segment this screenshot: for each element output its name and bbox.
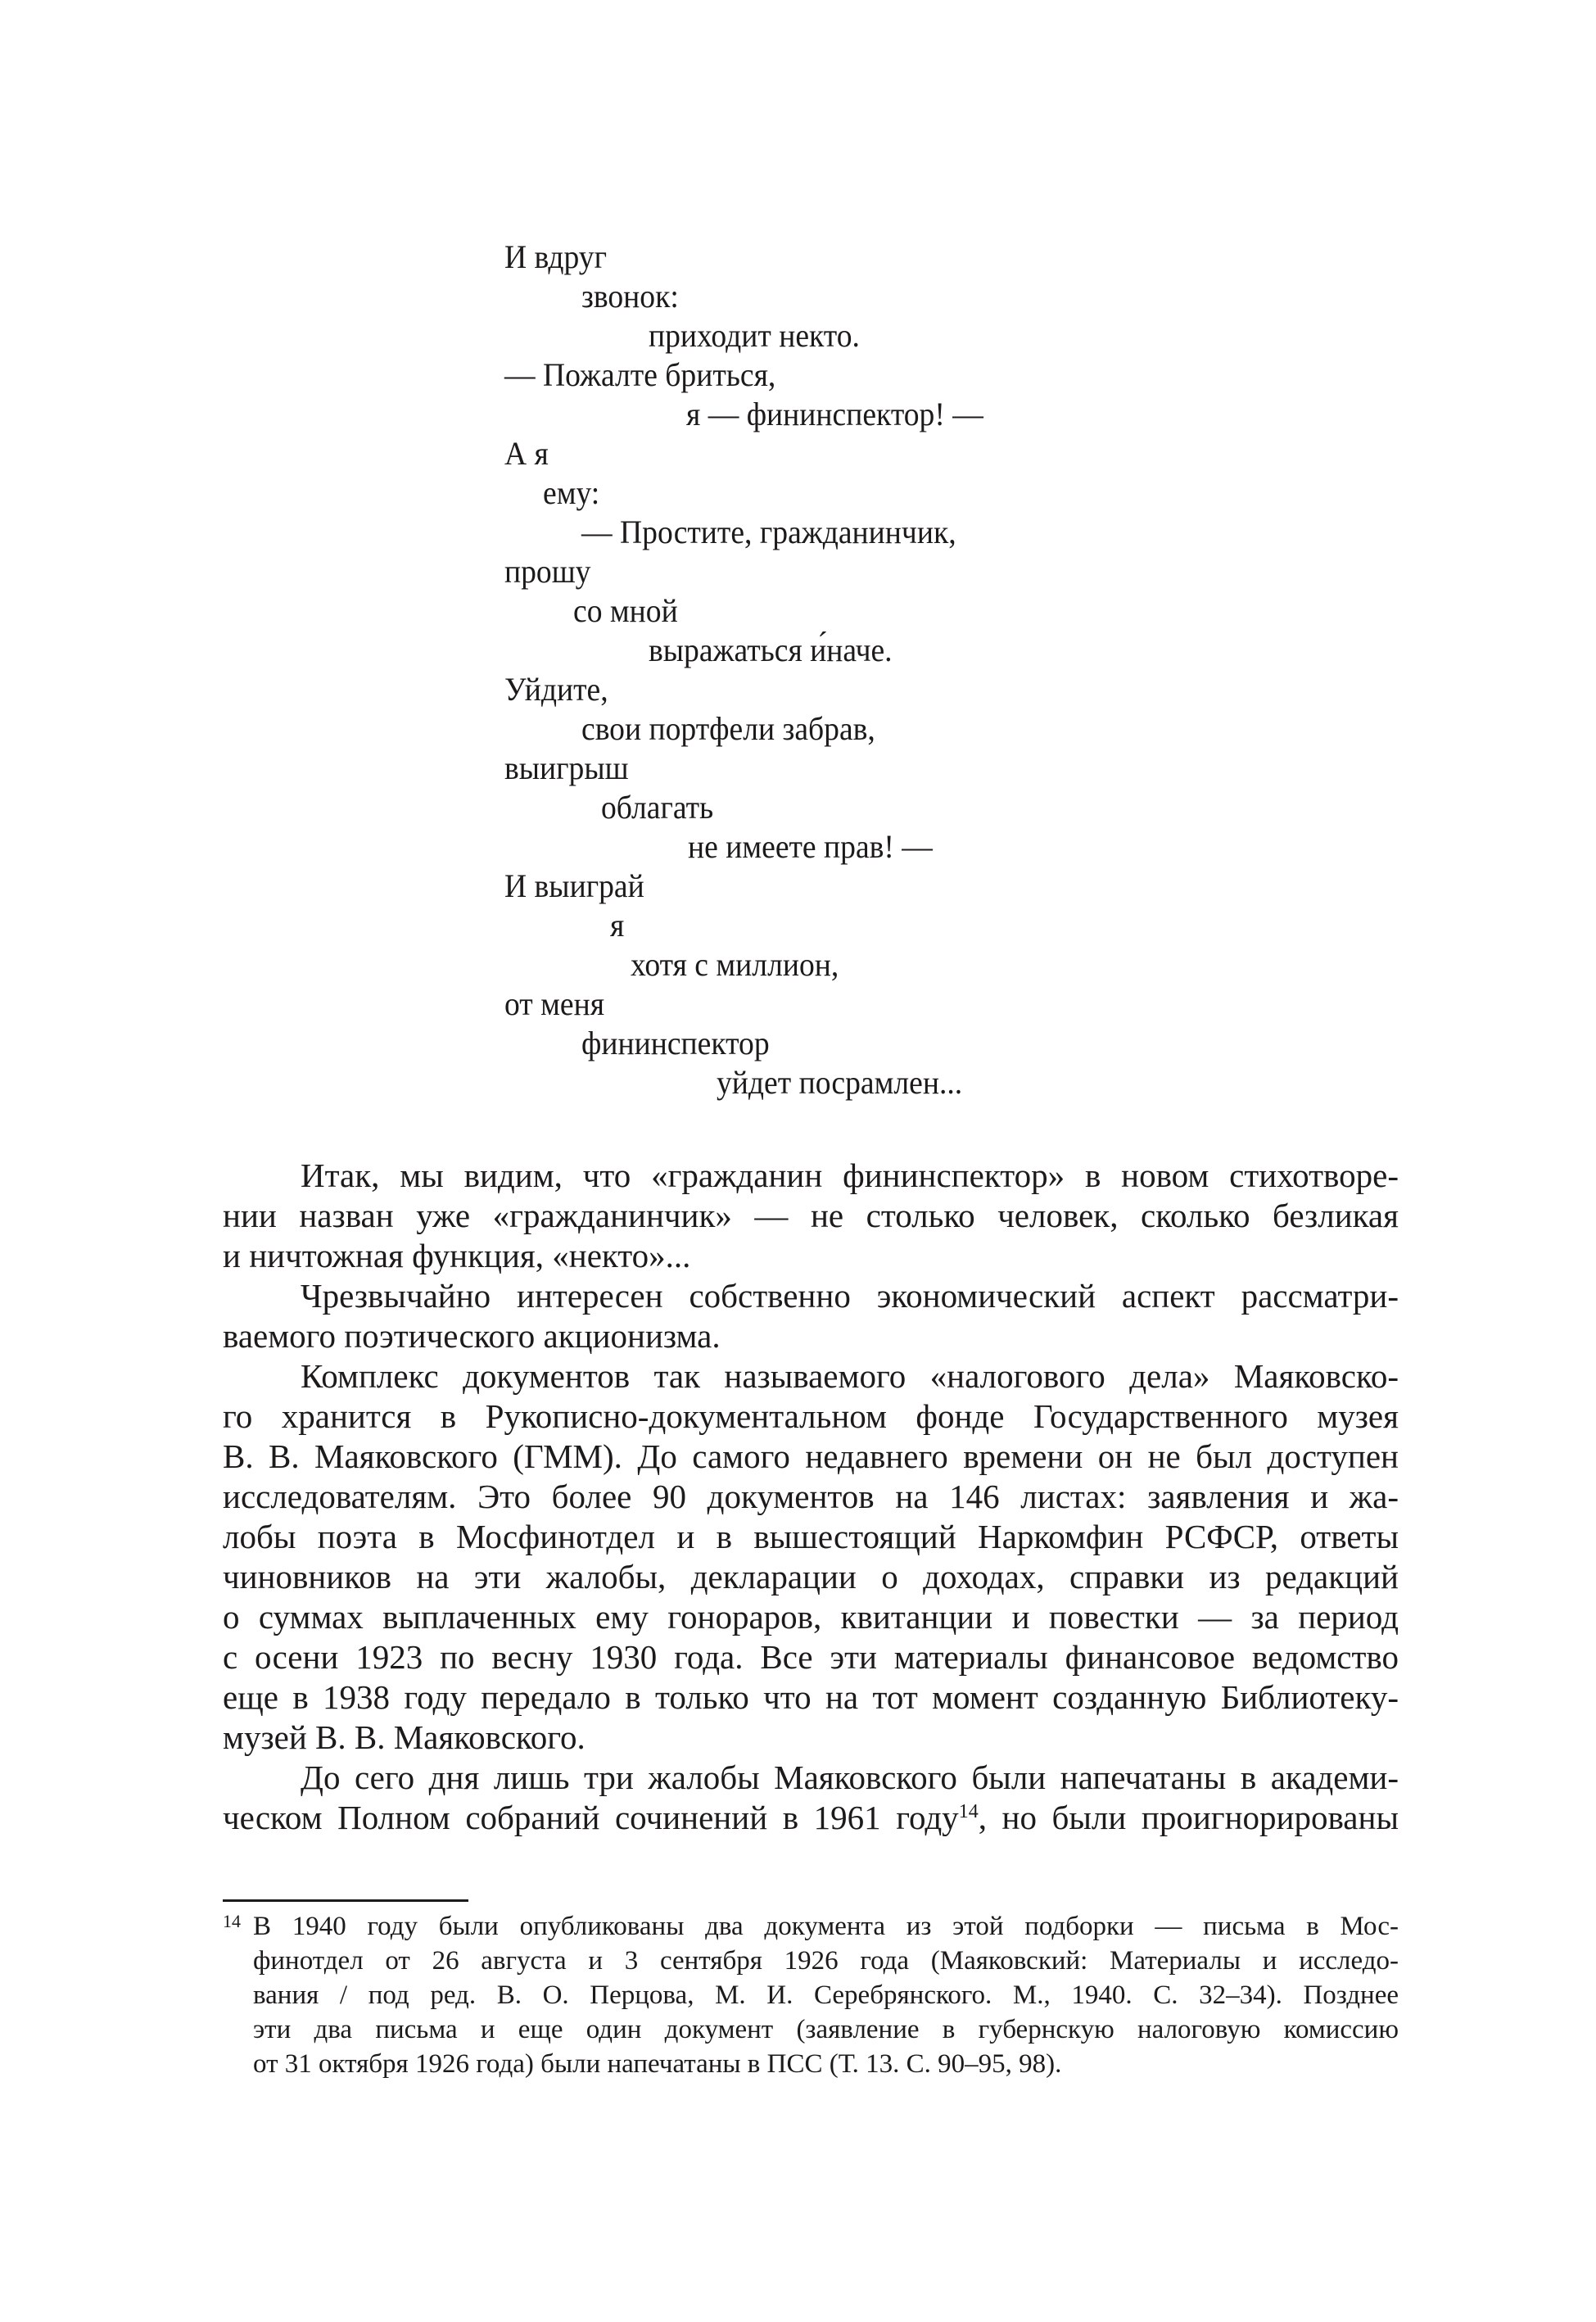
text-line: Комплекс документов так называемого «налогового дела» Маяковско- [301,1357,1399,1395]
poem-line: И выиграй [504,867,644,904]
poem-line: я — фининспектор! — [686,396,983,432]
text-line: ваемого поэтического акционизма. [223,1317,721,1355]
paragraph-4 [223,1758,1399,1838]
text-line [223,1798,1399,1838]
footnote-line: эти два письма и еще один документ (заявление в губернскую налоговую комиссию [253,2015,1399,2044]
poem-line: приходит некто. [649,317,860,354]
poem-line: прошу [504,553,591,590]
poem-line: звонок: [581,278,679,315]
footnote-14 [223,1909,1399,2081]
text-line: музей В. В. Маяковского. [223,1718,586,1756]
poem-line: облагать [601,789,714,826]
footnote-reference[interactable]: 14 [958,1801,979,1822]
text-line: еще в 1938 году передало в только что на тот момент созданную Библиотеку- [223,1678,1399,1716]
poem-line: — Пожалте бриться, [504,356,776,393]
paragraph-3 [223,1356,1399,1758]
poem-line: уйдет посрамлен... [717,1064,963,1101]
text-line: с осени 1923 по весну 1930 года. Все эти материалы финансовое ведомство [223,1638,1399,1676]
footnote-line: от 31 октября 1926 года) были напечатаны в ПСС (Т. 13. С. 90–95, 98). [253,2049,1062,2079]
text-line: исследователям. Это более 90 документов на 146 листах: заявления и жа- [223,1478,1399,1515]
poem-line: фининспектор [581,1025,770,1061]
text-line: и ничтожная функция, «некто»... [223,1237,691,1274]
text-span: ческом Полном собраний сочинений в 1961 году [223,1799,959,1836]
poem-line: И вдруг [504,238,608,275]
poem-line: — Простите, гражданинчик, [581,514,956,550]
paragraph-2 [223,1276,1399,1356]
text-line: Чрезвычайно интересен собственно экономический аспект рассматри- [301,1277,1399,1315]
poem-line: Уйдите, [504,671,608,708]
footnote-separator [223,1899,468,1902]
body-text [223,1156,1399,1838]
poem-line: со мной [573,592,678,629]
footnote-line: В 1940 году были опубликованы два документа из этой подборки — письма в Мос- [253,1912,1399,1941]
poem-line: хотя с миллион, [631,946,839,983]
footnote-number: 14 [223,1911,241,1931]
poem-line: ему: [543,474,600,511]
poem-line: А я [504,435,549,472]
text-line: го хранится в Рукописно-документальном фонде Государственного музея [223,1397,1399,1435]
footnote-line: вания / под ред. В. О. Перцова, М. И. Серебрянского. М., 1940. С. 32–34). Позднее [253,1980,1399,2010]
poem-line: не имеете прав! — [688,828,933,865]
text-line: о суммах выплаченных ему гонораров, квитанции и повестки — за период [223,1598,1399,1636]
poem-line: выигрыш [504,749,629,786]
text-span: , но были проигнорированы [978,1799,1399,1836]
poem-line: выражаться и́наче. [649,631,893,668]
poem-line: от меня [504,985,605,1022]
text-line: лобы поэта в Мосфинотдел и в вышестоящий Наркомфин РСФСР, ответы [223,1518,1399,1555]
text-line: В. В. Маяковского (ГММ). До самого недавнего времени он не был доступен [223,1437,1399,1475]
poem-line: я [610,907,625,944]
footnote-line: финотдел от 26 августа и 3 сентября 1926 года (Маяковский: Материалы и исследо- [253,1946,1399,1976]
paragraph-1 [223,1156,1399,1276]
text-line: чиновников на эти жалобы, декларации о доходах, справки из редакций [223,1558,1399,1596]
text-line: нии назван уже «гражданинчик» — не столько человек, сколько безликая [223,1197,1399,1234]
text-line: До сего дня лишь три жалобы Маяковского были напечатаны в академи- [301,1758,1399,1796]
poem-line: свои портфели забрав, [581,710,875,747]
text-line: Итак, мы видим, что «гражданин фининспектор» в новом стихотворе- [301,1156,1399,1194]
